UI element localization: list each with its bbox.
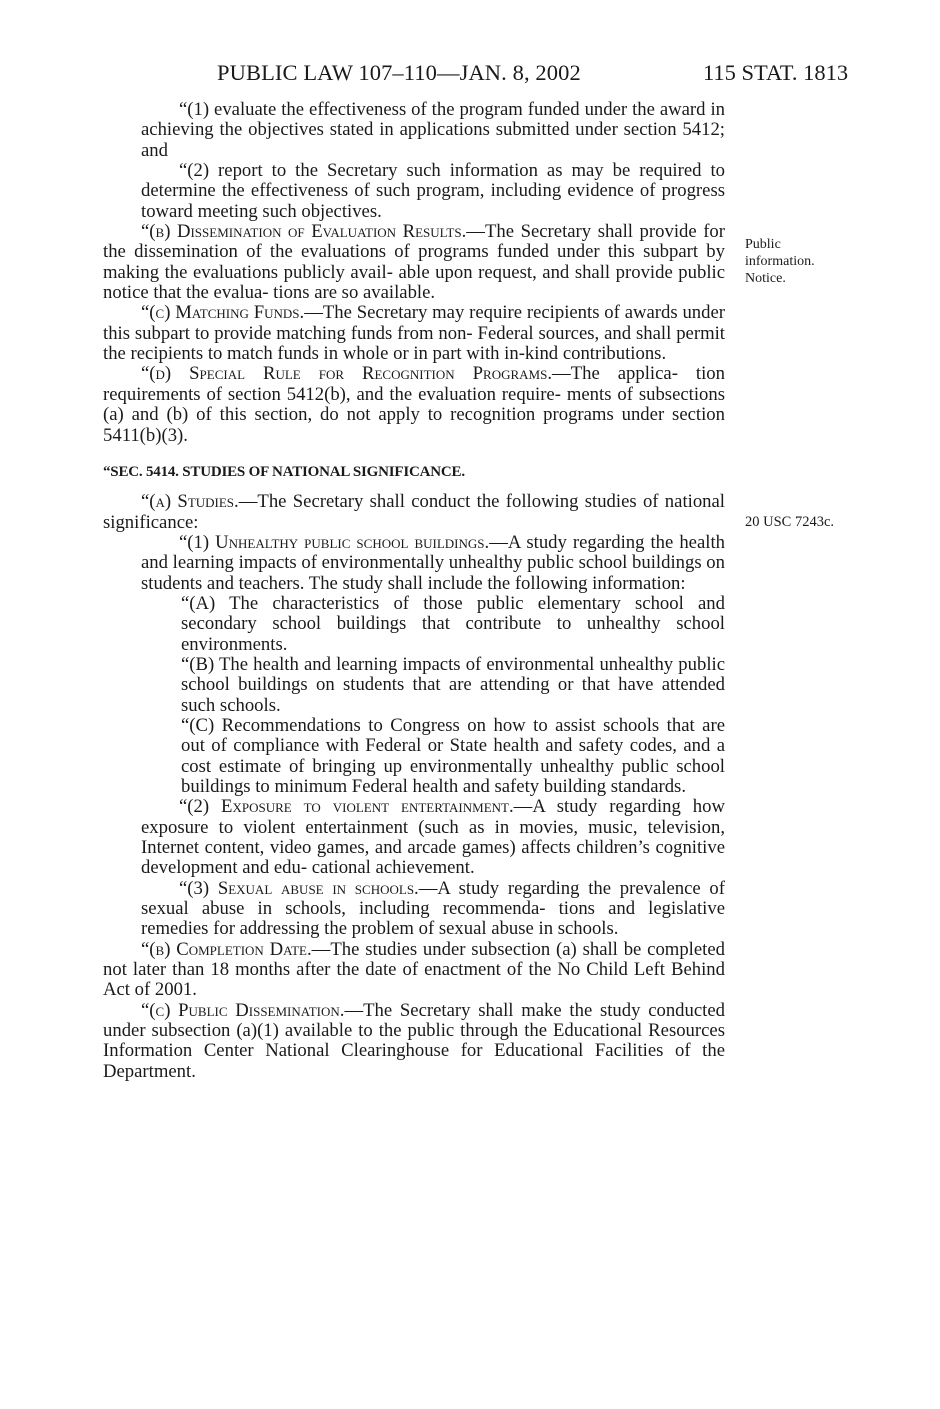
subsection-b-dissemination: “(b) Dissemination of Evaluation Results.—The Secretary shall provide for the dissemination of the evaluations of programs funded under this subpart by making the evaluations publicly avail- able upon request, and shall provide public notice that the evalua- tions are so available.: [103, 221, 726, 304]
subsection-heading: “(b) Completion Date.: [141, 938, 312, 960]
running-header-stat: 115 STAT. 1813: [703, 60, 849, 85]
running-header-law: PUBLIC LAW 107–110—JAN. 8, 2002: [217, 60, 581, 85]
subsection-heading: “(b) Dissemination of Evaluation Results.: [141, 221, 467, 243]
margin-note-public-information: [745, 236, 815, 287]
subsection-heading: “(c) Public Dissemination.: [141, 999, 345, 1021]
statute-body: [103, 100, 725, 1082]
subsection-a-studies: “(a) Studies.—The Secretary shall conduct the following studies of national significance:: [103, 491, 725, 533]
subparagraph-A: “(A) The characteristics of those public elementary school and secondary school buildings that contribute to unhealthy school environments.: [181, 592, 725, 655]
subsection-c-public-dissemination: “(c) Public Dissemination.—The Secretary shall make the study conducted under subsection (a)(1) available to the public through the Educational Resources Information Center National Clearinghouse for Educational Facilities of the Department.: [103, 999, 725, 1082]
paragraph-heading: “(3) Sexual abuse in schools.: [179, 877, 419, 899]
paragraph-heading: “(1) Unhealthy public school buildings.: [179, 531, 490, 553]
section-heading: “SEC. 5414. STUDIES OF NATIONAL SIGNIFICANCE.: [103, 463, 465, 480]
subsection-d-special-rule: “(d) Special Rule for Recognition Programs.—The applica- tion requirements of section 5412(b), and the evaluation require- ments of subsections (a) and (b) of this section, do not apply to recognition programs under section 5411(b)(3).: [103, 363, 725, 446]
margin-note-line: information.: [745, 254, 815, 269]
margin-note-line: Notice.: [745, 271, 786, 286]
paragraph-a3-sexual-abuse: “(3) Sexual abuse in schools.—A study regarding the prevalence of sexual abuse in schools, including recommenda- tions and legislative remedies for addressing the problem of sexual abuse in schools.: [141, 877, 725, 940]
subsection-b-completion-date: “(b) Completion Date.—The studies under subsection (a) shall be completed not later than 18 months after the date of enactment of the No Child Left Behind Act of 2001.: [103, 938, 725, 1001]
subparagraph-C: “(C) Recommendations to Congress on how to assist schools that are out of compliance with Federal or State health and safety codes, and a cost estimate of bringing up environmentally unhealthy public school buildings to minimum Federal health and safety building standards.: [181, 714, 725, 797]
subsection-heading: “(c) Matching Funds.: [141, 302, 305, 324]
margin-note-usc-citation: 20 USC 7243c.: [745, 514, 835, 530]
margin-note-line: Public: [745, 237, 781, 252]
subsection-heading: “(d) Special Rule for Recognition Programs.: [141, 363, 552, 385]
paragraph-heading: “(2) Exposure to violent entertainment.: [179, 796, 514, 818]
subsection-c-matching-funds: “(c) Matching Funds.—The Secretary may require recipients of awards under this subpart to provide matching funds from non- Federal sources, and shall permit the recipients to match funds in whole or in part with in-kind contributions.: [103, 302, 725, 365]
paragraph-a2-violent-entertainment: “(2) Exposure to violent entertainment.—A study regarding how exposure to violent entertainment (such as in movies, music, television, Internet content, video games, and arcade games) affects children’s cognitive development and edu- cational achievement.: [141, 796, 725, 879]
subsection-heading: “(a) Studies.: [141, 491, 239, 513]
subparagraph-B: “(B) The health and learning impacts of environmental unhealthy public school buildings on students that are attending or that have attended such schools.: [181, 653, 725, 716]
paragraph-1: “(1) evaluate the effectiveness of the program funded under the award in achieving the objectives stated in applications submitted under section 5412; and: [141, 99, 725, 161]
paragraph-2: “(2) report to the Secretary such information as may be required to determine the effectiveness of such program, including evidence of progress toward meeting such objectives.: [141, 160, 725, 222]
paragraph-a1-unhealthy-buildings: “(1) Unhealthy public school buildings.—A study regarding the health and learning impacts of environmentally unhealthy public school buildings on students and teachers. The study shall include the following information:: [141, 531, 725, 594]
